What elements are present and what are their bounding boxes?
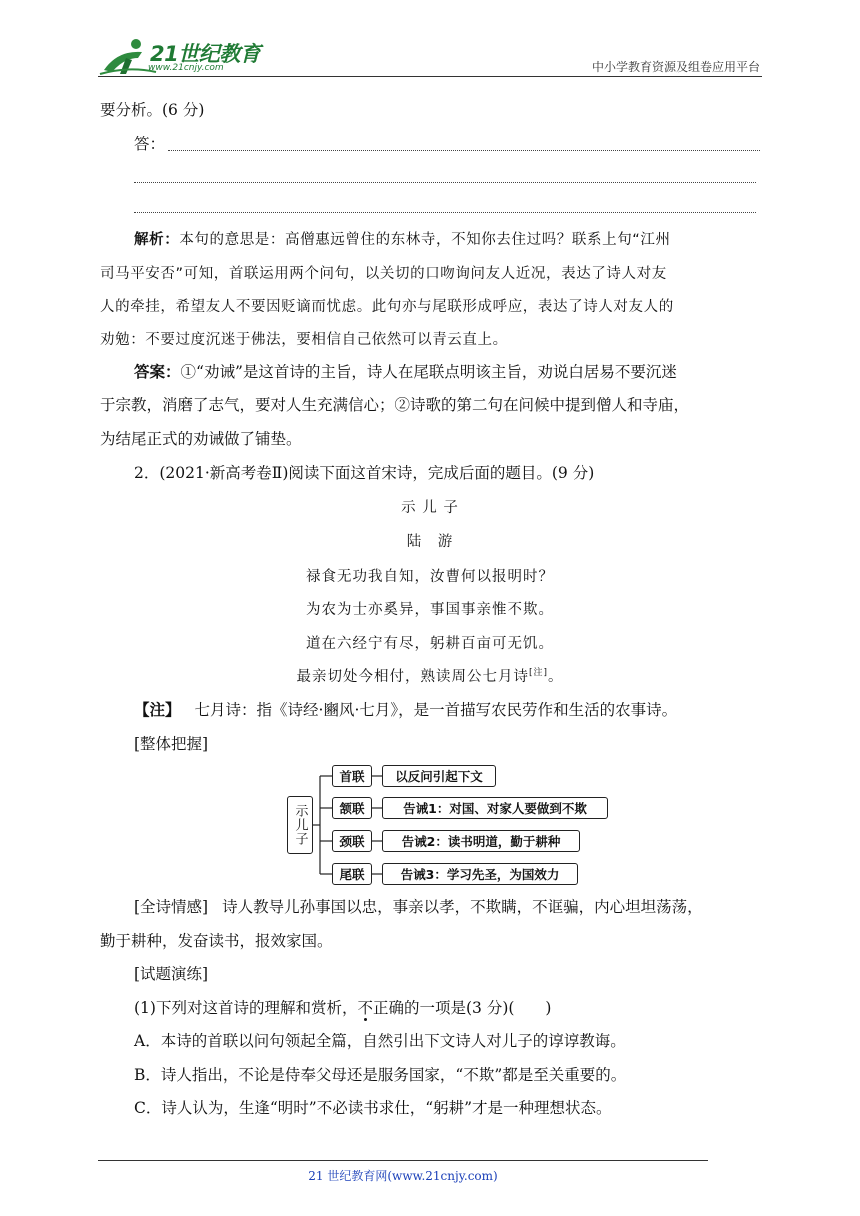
analysis-line-1: 解析：本句的意思是：高僧惠远曾住的东林寺，不知你去住过吗？联系上句“江州 bbox=[134, 232, 671, 248]
note-marker: [注] bbox=[528, 668, 549, 679]
overview-part-3: 颈联 bbox=[332, 830, 372, 852]
overview-part-1: 首联 bbox=[332, 765, 372, 787]
overview-part-4: 尾联 bbox=[332, 863, 372, 885]
analysis-line-2: 司马平安否”可知，首联运用两个问句，以关切的口吻询问友人近况，表达了诗人对友 bbox=[100, 266, 667, 282]
answer-line-2[interactable] bbox=[134, 182, 756, 183]
note-line: 【注】 七月诗：指《诗经·豳风·七月》，是一首描写农民劳作和生活的农事诗。 bbox=[134, 700, 678, 719]
note-label: 【注】 bbox=[134, 700, 181, 719]
question-1: (1)下列对这首诗的理解和赏析，不正确的一项是(3 分)( ) bbox=[134, 999, 552, 1017]
platform-name: 中小学教育资源及组卷应用平台 bbox=[591, 60, 760, 74]
emotion-line-1: [全诗情感] 诗人教导儿孙事国以忠，事亲以孝，不欺瞒，不诓骗，内心坦坦荡荡， bbox=[134, 898, 703, 916]
poem-line-3: 道在六经宁有尽，躬耕百亩可无饥。 bbox=[306, 636, 554, 652]
option-c[interactable]: C．诗人认为，生逢“明时”不必读书求仕，“躬耕”才是一种理想状态。 bbox=[134, 1099, 612, 1117]
emphasis-not: 不 bbox=[357, 999, 373, 1017]
overview-desc-4: 告诫3：学习先圣，为国效力 bbox=[382, 863, 578, 885]
option-a[interactable]: A．本诗的首联以问句领起全篇，自然引出下文诗人对儿子的谆谆教诲。 bbox=[134, 1032, 626, 1050]
overview-desc-3: 告诫2：读书明道，勤于耕种 bbox=[382, 830, 580, 852]
answer-line-b: 于宗教，消磨了志气，要对人生充满信心；②诗歌的第二句在问候中提到僧人和寺庙， bbox=[100, 396, 690, 414]
analysis-line-3: 人的牵挂，希望友人不要因贬谪而忧虑。此句亦与尾联形成呼应，表达了诗人对友人的 bbox=[100, 299, 674, 315]
question-tail: 要分析。(6 分) bbox=[100, 101, 205, 119]
answer-line-c: 为结尾正式的劝诫做了铺垫。 bbox=[100, 430, 302, 448]
logo-url: www.21cnjy.com bbox=[148, 63, 224, 73]
emotion-line-2: 勤于耕种，发奋读书，报效家国。 bbox=[100, 932, 333, 950]
option-b[interactable]: B．诗人指出，不论是侍奉父母还是服务国家，“不欺”都是至关重要的。 bbox=[134, 1066, 627, 1084]
emotion-label: [全诗情感] bbox=[134, 898, 209, 916]
footer-text[interactable]: 21 世纪教育网(www.21cnjy.com) bbox=[308, 1169, 498, 1183]
answer-key-label: 答案： bbox=[134, 362, 181, 381]
overview-part-2: 颔联 bbox=[332, 797, 372, 819]
answer-line-a: 答案：①“劝诫”是这首诗的主旨，诗人在尾联点明该主旨，劝说白居易不要沉迷 bbox=[134, 362, 677, 381]
poem-title: 示 儿 子 bbox=[401, 500, 459, 516]
overview-desc-2: 告诫1：对国、对家人要做到不欺 bbox=[382, 797, 608, 819]
answer-label: 答： bbox=[134, 135, 166, 153]
logo-text: 21世纪教育 bbox=[150, 42, 261, 66]
poem-line-2: 为农为士亦奚异，事国事亲惟不欺。 bbox=[306, 602, 554, 618]
answer-line-1[interactable] bbox=[168, 150, 760, 151]
poem-line-1: 禄食无功我自知，汝曹何以报明时？ bbox=[306, 569, 554, 585]
overview-root: 示儿子 bbox=[287, 796, 313, 854]
answer-line-3[interactable] bbox=[134, 212, 756, 213]
header-divider bbox=[98, 76, 762, 77]
overview-label: [整体把握] bbox=[134, 735, 209, 753]
analysis-label: 解析： bbox=[134, 232, 180, 248]
analysis-line-4: 劝勉：不要过度沉迷于佛法，要相信自己依然可以青云直上。 bbox=[100, 332, 508, 348]
footer-divider bbox=[98, 1160, 708, 1161]
question-2: 2．(2021·新高考卷Ⅱ)阅读下面这首宋诗，完成后面的题目。(9 分) bbox=[134, 464, 595, 482]
poem-author: 陆 游 bbox=[406, 534, 454, 550]
overview-desc-1: 以反问引起下文 bbox=[382, 765, 496, 787]
poem-line-4: 最亲切处今相付，熟读周公七月诗[注]。 bbox=[296, 668, 564, 685]
practice-label: [试题演练] bbox=[134, 965, 209, 983]
